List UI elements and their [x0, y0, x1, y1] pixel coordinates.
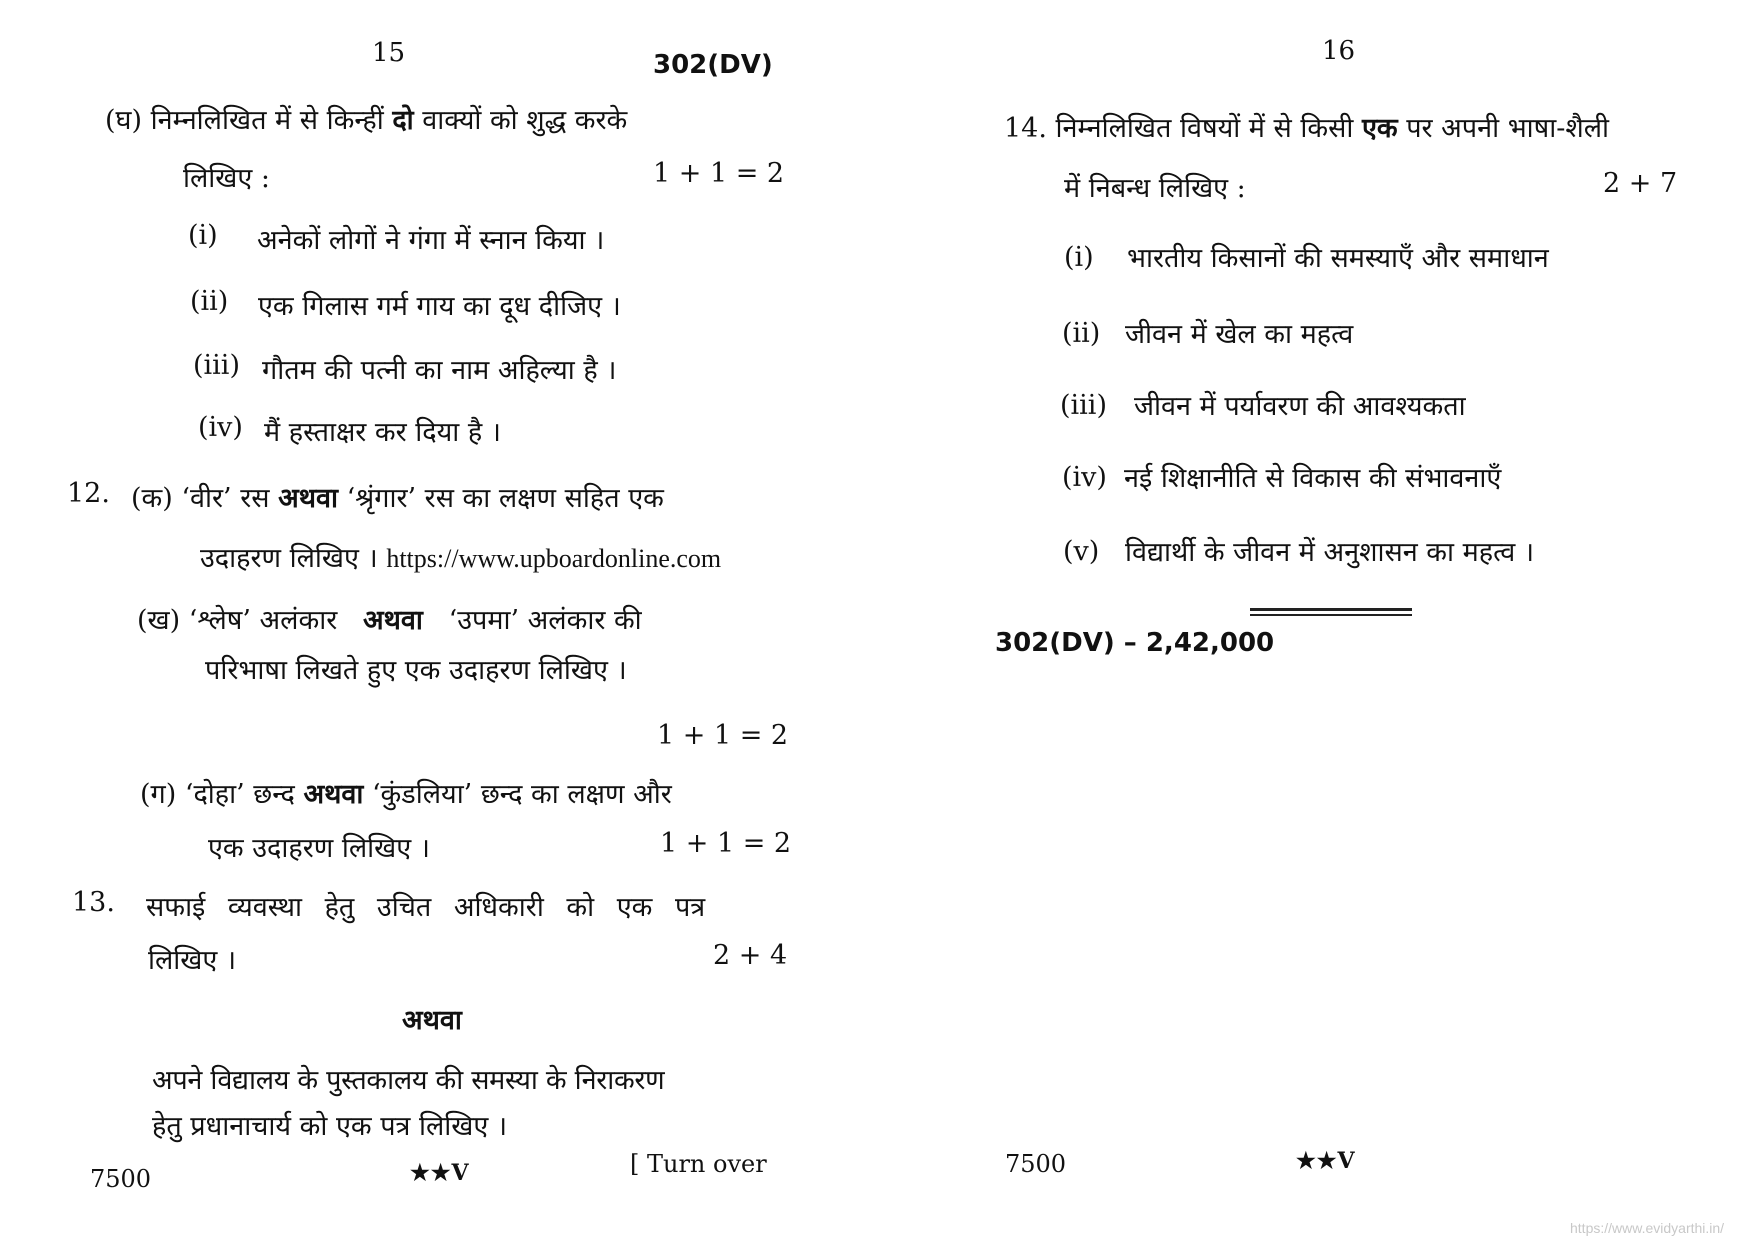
q11d-line1	[105, 100, 627, 137]
end-code: 302(DV) – 2,42,000	[995, 628, 1275, 658]
q14-item-num: (i)	[1064, 242, 1094, 273]
watermark: https://www.evidyarthi.in/	[1570, 1220, 1725, 1236]
page-number: 15	[372, 38, 406, 68]
q13-number: 13.	[72, 887, 115, 918]
q12-number: 12.	[67, 478, 110, 509]
q12c-text-a: ‘दोहा’ छन्द	[184, 779, 295, 810]
footer-stars: ★★V	[1296, 1148, 1356, 1174]
q12c-text-b: ‘कुंडलिया’ छन्द का लक्षण और	[371, 779, 672, 810]
q13-alt-line2: हेतु प्रधानाचार्य को एक पत्र लिखिए ।	[152, 1111, 508, 1142]
q12c-label: (ग)	[140, 779, 177, 810]
q12b-marks: 1 + 1 = 2	[657, 720, 789, 751]
q12b-label: (ख)	[137, 605, 181, 636]
q14-text-a: निम्नलिखित विषयों में से किसी	[1055, 113, 1354, 144]
q13-line1: सफाई व्यवस्था हेतु उचित अधिकारी को एक पत्र	[146, 892, 706, 923]
q14-item-num: (ii)	[1062, 318, 1101, 349]
q14-item-num: (v)	[1063, 536, 1100, 567]
q12a-line2	[200, 538, 721, 575]
q14-item-text: जीवन में खेल का महत्व	[1125, 319, 1354, 350]
q13-line2: लिखिए ।	[148, 945, 237, 976]
q12b-or: अथवा	[363, 605, 423, 636]
q11d-item-text: मैं हस्ताक्षर कर दिया है ।	[264, 417, 502, 448]
q12c-marks: 1 + 1 = 2	[660, 828, 792, 859]
footer-stars: ★★V	[410, 1160, 470, 1186]
q11d-item-text: गौतम की पत्नी का नाम अहिल्या है ।	[262, 355, 617, 386]
q14-line2: में निबन्ध लिखिए :	[1064, 173, 1246, 204]
q12a-label: (क)	[131, 483, 173, 514]
q14-item-text: भारतीय किसानों की समस्याएँ और समाधान	[1127, 243, 1549, 274]
q12b-text-a: ‘श्लेष’ अलंकार	[188, 605, 338, 636]
q14-item-num: (iv)	[1062, 462, 1107, 493]
q12c-or: अथवा	[303, 779, 364, 810]
q11d-item-num: (i)	[188, 220, 218, 251]
q12c-line2: एक उदाहरण लिखिए ।	[208, 833, 430, 864]
q14-emphasis: एक	[1361, 113, 1398, 144]
q14-item-text: विद्यार्थी के जीवन में अनुशासन का महत्व ।	[1125, 537, 1535, 568]
q12a-url: https://www.upboardonline.com	[386, 544, 722, 573]
q11d-text-a: निम्नलिखित में से किन्हीं	[150, 105, 384, 136]
q14-item-text: जीवन में पर्यावरण की आवश्यकता	[1134, 391, 1466, 422]
q12b-text-b: ‘उपमा’ अलंकार की	[448, 605, 642, 636]
q14-number: 14.	[1004, 113, 1047, 144]
q11d-item-num: (ii)	[190, 286, 229, 317]
end-rule	[1250, 614, 1412, 616]
q12a-or: अथवा	[278, 483, 338, 514]
q12b-line2: परिभाषा लिखते हुए एक उदाहरण लिखिए ।	[205, 655, 627, 686]
q11d-marks: 1 + 1 = 2	[653, 158, 785, 189]
q11d-item-num: (iii)	[193, 350, 240, 381]
q12c-line1	[140, 774, 672, 811]
q11d-label: (घ)	[105, 105, 143, 136]
q13-or: अथवा	[402, 1005, 462, 1036]
footer-count: 7500	[1005, 1150, 1067, 1178]
q12a-line1	[131, 478, 664, 515]
q12a-text-b: ‘श्रृंगार’ रस का लक्षण सहित एक	[346, 483, 664, 514]
q12a-text-2: उदाहरण लिखिए ।	[200, 543, 378, 574]
end-rule	[1250, 608, 1412, 611]
paper-code: 302(DV)	[653, 50, 773, 80]
q11d-item-num: (iv)	[198, 412, 243, 443]
turn-over: [ Turn over	[630, 1150, 767, 1178]
q14-line1	[1004, 108, 1609, 145]
q14-text-c: पर अपनी भाषा-शैली	[1406, 113, 1610, 144]
footer-count: 7500	[90, 1165, 152, 1193]
q11d-emphasis: दो	[392, 105, 414, 136]
q12a-text-a: ‘वीर’ रस	[181, 483, 270, 514]
q11d-item-text: अनेकों लोगों ने गंगा में स्नान किया ।	[257, 225, 605, 256]
q11d-text-c: वाक्यों को शुद्ध करके	[422, 105, 628, 136]
q13-marks: 2 + 4	[713, 940, 788, 971]
page-number: 16	[1322, 36, 1356, 66]
q12b-line1	[137, 600, 642, 637]
q11d-line2: लिखिए :	[183, 163, 270, 194]
q14-item-text: नई शिक्षानीति से विकास की संभावनाएँ	[1124, 463, 1502, 494]
q13-alt-line1: अपने विद्यालय के पुस्तकालय की समस्या के निराकरण	[152, 1065, 665, 1096]
q11d-item-text: एक गिलास गर्म गाय का दूध दीजिए ।	[258, 291, 621, 322]
q14-marks: 2 + 7	[1603, 168, 1678, 199]
q14-item-num: (iii)	[1060, 390, 1107, 421]
